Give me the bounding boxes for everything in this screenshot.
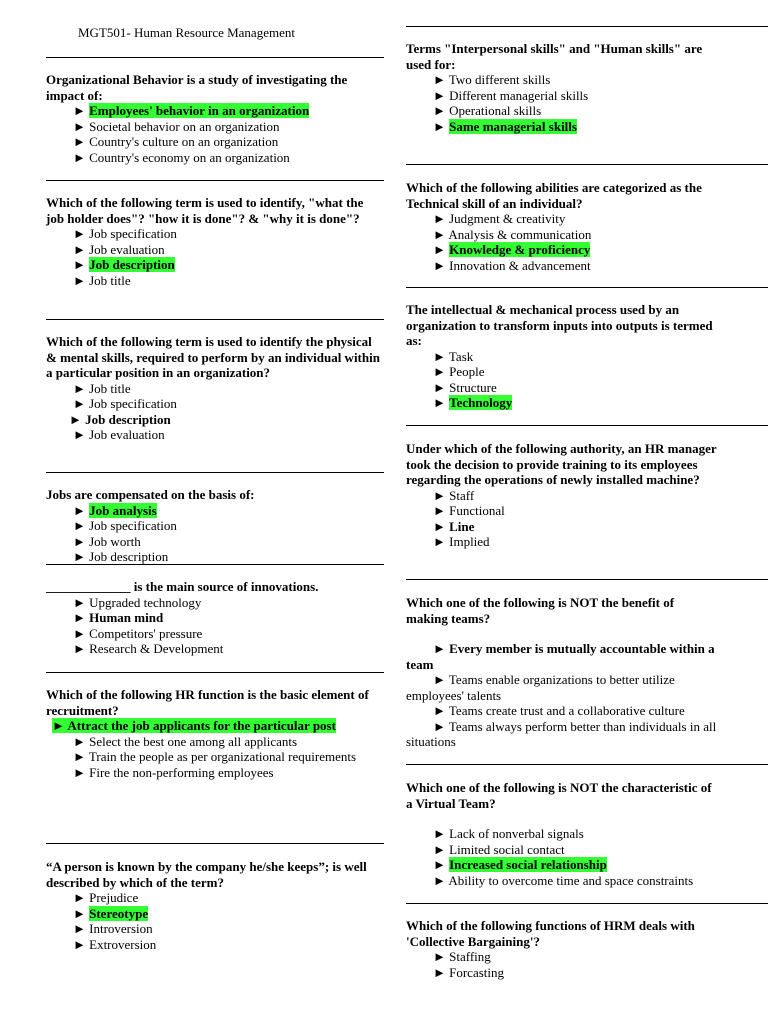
option-item[interactable] [406, 826, 716, 842]
correct-answer: Technology [449, 395, 513, 410]
question-block [46, 334, 384, 443]
option-item[interactable] [46, 610, 384, 626]
arrow-icon: ► [73, 921, 86, 936]
arrow-icon: ► [433, 518, 446, 534]
option-item[interactable] [406, 349, 716, 365]
correct-answer: Job analysis [89, 502, 157, 518]
question-block [46, 195, 384, 288]
option-list [406, 72, 716, 134]
option-text: Task [448, 348, 474, 364]
correct-answer: Job description [89, 257, 175, 272]
question-text: Which of the following term is used to identify, "what the job holder does"? "how it is done"? & "why it is done"? [46, 195, 364, 226]
option-item[interactable] [46, 718, 384, 734]
option-item[interactable] [46, 503, 384, 519]
option-list [46, 103, 384, 165]
correct-answer: Same managerial skills [449, 118, 577, 134]
option-item[interactable] [46, 549, 384, 565]
arrow-icon: ► [73, 149, 86, 165]
option-text: Human mind [89, 610, 164, 625]
divider [46, 180, 384, 181]
option-item[interactable] [46, 626, 384, 642]
option-item[interactable] [46, 749, 384, 765]
option-item[interactable] [46, 150, 384, 166]
option-text: Job title [89, 380, 131, 396]
arrow-icon: ► [73, 641, 86, 656]
option-item[interactable] [46, 890, 384, 906]
option-item[interactable] [406, 88, 716, 104]
arrow-icon: ► [433, 103, 446, 118]
question-block [406, 595, 718, 750]
option-list [406, 211, 726, 273]
option-item[interactable] [46, 381, 384, 397]
arrow-icon: ► [73, 518, 86, 533]
option-text: Forcasting [449, 964, 505, 980]
arrow-icon: ► [433, 257, 446, 273]
option-list [406, 949, 716, 980]
option-item[interactable] [46, 641, 384, 657]
arrow-icon: ► [73, 272, 86, 288]
arrow-icon: ► [433, 211, 446, 226]
option-item[interactable] [46, 273, 384, 289]
question-text: Which of the following term is used to identify the physical & mental skills, required to perform by an individual within a particular position in an organization? [46, 334, 380, 380]
option-list [46, 718, 384, 780]
divider [406, 903, 768, 904]
option-text: Innovation & advancement [449, 257, 591, 273]
divider [46, 843, 384, 844]
option-item[interactable] [46, 119, 384, 135]
option-item[interactable] [406, 949, 716, 965]
arrow-icon: ► [433, 826, 446, 841]
option-item[interactable] [46, 257, 384, 273]
divider [406, 425, 768, 426]
option-item[interactable] [406, 641, 718, 672]
arrow-icon: ► [73, 905, 86, 921]
option-text: Research & Development [89, 641, 224, 656]
option-text: Job specification [89, 396, 177, 411]
option-item[interactable] [406, 227, 726, 243]
arrow-icon: ► [73, 134, 86, 149]
arrow-icon: ► [433, 395, 446, 410]
question-block [406, 41, 716, 134]
option-text: Upgraded technology [89, 594, 202, 610]
option-item[interactable] [406, 534, 724, 550]
question-text: _____________ is the main source of innovations. [46, 579, 319, 594]
option-text: Job evaluation [89, 427, 165, 442]
option-item[interactable] [406, 364, 716, 380]
arrow-icon: ► [73, 625, 86, 641]
question-text: Which of the following functions of HRM deals with 'Collective Bargaining'? [406, 918, 695, 949]
arrow-icon: ► [433, 964, 446, 980]
option-text: Ability to overcome time and space constraints [448, 872, 694, 888]
option-item[interactable] [406, 488, 724, 504]
question-text: Which of the following HR function is the basic element of recruitment? [46, 687, 369, 718]
option-item[interactable] [406, 119, 716, 135]
question-block [406, 780, 716, 888]
page-title: MGT501- Human Resource Management [78, 25, 295, 40]
option-item[interactable] [46, 595, 384, 611]
divider [46, 472, 384, 473]
option-list [406, 349, 716, 411]
question-text: Under which of the following authority, an HR manager took the decision to provide training to its employees regarding the operations of newly installed machine? [406, 441, 717, 487]
correct-answer: Increased social relationship [449, 857, 607, 872]
option-text: Country's culture on an organization [89, 134, 279, 149]
correct-answer: Attract the job applicants for the particular post [67, 718, 336, 733]
option-item[interactable] [406, 857, 716, 873]
option-item[interactable] [406, 519, 724, 535]
divider [406, 287, 768, 288]
arrow-icon: ► [73, 118, 86, 134]
option-item[interactable] [406, 103, 716, 119]
option-list [46, 595, 384, 657]
arrow-icon: ► [73, 610, 86, 625]
arrow-icon: ► [433, 348, 446, 364]
question-block [406, 441, 724, 550]
option-text: Societal behavior on an organization [89, 118, 280, 134]
arrow-icon: ► [73, 749, 86, 764]
arrow-icon: ► [73, 226, 86, 241]
option-item[interactable] [406, 258, 726, 274]
question-text: Jobs are compensated on the basis of: [46, 487, 255, 502]
option-item[interactable] [406, 503, 724, 519]
question-text: Which one of the following is NOT the benefit of making teams? [406, 595, 675, 626]
arrow-icon: ► [433, 503, 446, 518]
arrow-icon: ► [433, 72, 446, 87]
option-text: Limited social contact [449, 841, 565, 857]
option-text: Two different skills [448, 72, 551, 87]
arrow-icon: ► [433, 226, 446, 242]
arrow-icon: ► [73, 396, 86, 411]
option-list [406, 826, 716, 888]
question-text: The intellectual & mechanical process used by an organization to transform inputs into outputs is termed as: [406, 302, 713, 348]
option-text: Fire the non-performing employees [89, 764, 274, 780]
arrow-icon: ► [73, 427, 86, 442]
arrow-icon: ► [433, 379, 446, 395]
question-block [406, 302, 716, 411]
option-text: Line [449, 518, 475, 534]
arrow-icon: ► [73, 733, 86, 749]
question-block [406, 918, 716, 980]
arrow-icon: ► [433, 841, 446, 857]
option-text: Competitors' pressure [89, 625, 203, 641]
option-item[interactable] [406, 703, 718, 719]
option-text: Structure [449, 379, 497, 395]
option-text: Introversion [89, 921, 153, 936]
question-block [46, 579, 384, 657]
arrow-icon: ► [73, 103, 86, 118]
option-text: Lack of nonverbal signals [449, 826, 584, 841]
option-item[interactable] [46, 518, 384, 534]
option-list [46, 503, 384, 565]
question-text: Organizational Behavior is a study of investigating the impact of: [46, 72, 348, 103]
option-list [46, 890, 384, 952]
option-item[interactable] [46, 906, 384, 922]
option-text: Teams enable organizations to better utilize employees' talents [406, 672, 675, 703]
correct-answer: Employees' behavior in an organization [89, 103, 310, 118]
option-item[interactable] [406, 965, 716, 981]
divider [406, 579, 768, 580]
correct-answer: Knowledge & proficiency [449, 242, 591, 257]
option-text: Staff [449, 487, 475, 503]
option-item[interactable] [46, 103, 384, 119]
option-text: Prejudice [89, 890, 139, 905]
correct-answer: Stereotype [89, 905, 149, 921]
option-item[interactable] [46, 734, 384, 750]
arrow-icon: ► [73, 890, 86, 905]
divider [406, 764, 768, 765]
option-list [406, 641, 718, 750]
option-text: Every member is mutually accountable within a team [406, 641, 715, 672]
arrow-icon: ► [73, 764, 86, 780]
option-text: Teams create trust and a collaborative culture [448, 703, 685, 718]
option-text: Implied [449, 534, 490, 549]
divider [46, 564, 384, 565]
option-text: Country's economy on an organization [89, 149, 290, 165]
option-item[interactable] [46, 226, 384, 242]
option-item[interactable] [406, 395, 716, 411]
arrow-icon: ► [73, 594, 86, 610]
question-block [46, 72, 384, 165]
arrow-icon: ► [433, 641, 446, 656]
option-item[interactable] [46, 412, 384, 428]
option-text: Job specification [89, 518, 177, 533]
option-text: Select the best one among all applicants [89, 733, 298, 749]
question-text: Terms "Interpersonal skills" and "Human skills" are used for: [406, 41, 703, 72]
option-text: Different managerial skills [449, 87, 589, 103]
arrow-icon: ► [73, 380, 86, 396]
option-text: People [449, 364, 485, 379]
option-item[interactable] [46, 427, 384, 443]
divider [46, 319, 384, 320]
divider [46, 57, 384, 58]
question-text: “A person is known by the company he/she keeps”; is well described by which of the term? [46, 859, 367, 890]
arrow-icon: ► [73, 533, 86, 549]
option-text: Judgment & creativity [449, 211, 566, 226]
option-item[interactable] [406, 242, 726, 258]
option-item[interactable] [406, 719, 718, 750]
option-item[interactable] [406, 211, 726, 227]
option-item[interactable] [406, 72, 716, 88]
arrow-icon: ► [73, 241, 86, 257]
option-item[interactable] [46, 134, 384, 150]
option-item[interactable] [406, 380, 716, 396]
option-text: Staffing [449, 949, 491, 964]
option-text: Extroversion [89, 936, 157, 952]
option-text: Job evaluation [89, 241, 165, 257]
arrow-icon: ► [73, 936, 86, 952]
question-block [46, 859, 384, 952]
option-text: Job description [89, 549, 169, 564]
arrow-icon: ► [433, 487, 446, 503]
option-text: Job worth [89, 533, 141, 549]
arrow-icon: ► [73, 502, 86, 518]
option-item[interactable] [46, 765, 384, 781]
option-text: Analysis & communication [448, 226, 592, 242]
question-text: Which one of the following is NOT the characteristic of a Virtual Team? [406, 780, 712, 811]
option-item[interactable] [406, 873, 716, 889]
arrow-icon: ► [433, 672, 446, 687]
option-text: Job specification [89, 226, 177, 241]
option-list [46, 226, 384, 288]
question-block [46, 487, 384, 565]
arrow-icon: ► [73, 549, 86, 564]
arrow-icon: ► [52, 718, 65, 733]
divider [406, 26, 768, 27]
option-text: Train the people as per organizational requirements [88, 749, 357, 764]
divider [46, 672, 384, 673]
option-list [46, 381, 384, 443]
option-list [406, 488, 724, 550]
question-text: Which of the following abilities are categorized as the Technical skill of an individual? [406, 180, 702, 211]
arrow-icon: ► [433, 118, 446, 134]
arrow-icon: ► [433, 857, 446, 872]
arrow-icon: ► [69, 411, 82, 427]
arrow-icon: ► [433, 534, 446, 549]
option-item[interactable] [46, 534, 384, 550]
divider [406, 164, 768, 165]
option-item[interactable] [406, 842, 716, 858]
arrow-icon: ► [433, 242, 446, 257]
option-text: Functional [449, 503, 505, 518]
arrow-icon: ► [433, 949, 446, 964]
arrow-icon: ► [433, 872, 446, 888]
arrow-icon: ► [433, 364, 446, 379]
option-item[interactable] [46, 396, 384, 412]
option-item[interactable] [46, 242, 384, 258]
arrow-icon: ► [433, 703, 446, 718]
question-block [46, 687, 384, 780]
option-text: Job title [89, 272, 131, 288]
option-text: Operational skills [449, 103, 542, 118]
arrow-icon: ► [433, 718, 446, 734]
option-text: Teams always perform better than individuals in all situations [406, 718, 717, 749]
option-text: Job description [85, 411, 171, 427]
option-item[interactable] [406, 672, 718, 703]
question-block [406, 180, 726, 273]
option-item[interactable] [46, 937, 384, 953]
arrow-icon: ► [73, 257, 86, 272]
arrow-icon: ► [433, 87, 446, 103]
option-item[interactable] [46, 921, 384, 937]
